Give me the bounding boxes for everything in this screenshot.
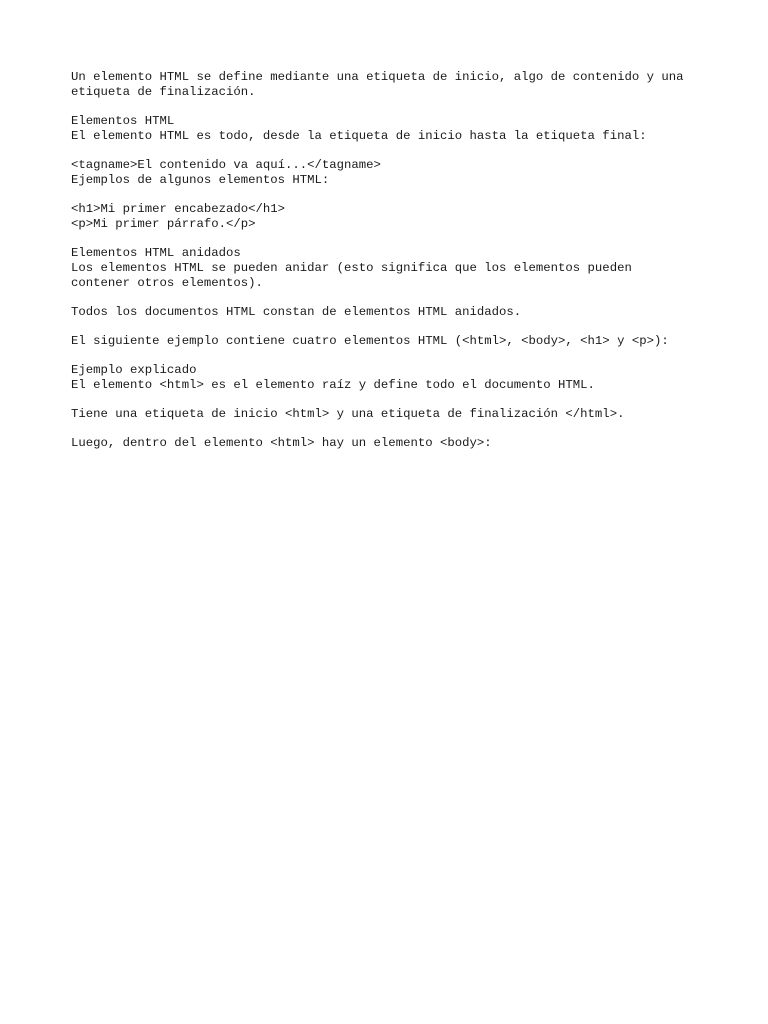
code-examples <box>71 202 711 232</box>
code-line: <p>Mi primer párrafo.</p> <box>71 217 256 231</box>
paragraph-intro <box>71 70 711 100</box>
text-line: etiqueta de finalización. <box>71 85 256 99</box>
code-line: <tagname>El contenido va aquí...</tagname> <box>71 158 381 172</box>
text-line: Ejemplos de algunos elementos HTML: <box>71 173 330 187</box>
section-anidados <box>71 246 711 291</box>
section-ejemplo-explicado <box>71 363 711 393</box>
paragraph-html-tags <box>71 407 711 422</box>
paragraph-example-intro <box>71 334 711 349</box>
text-line: Luego, dentro del elemento <html> hay un elemento <body>: <box>71 436 492 450</box>
section-heading: Ejemplo explicado <box>71 363 197 377</box>
text-line: El elemento HTML es todo, desde la etiqueta de inicio hasta la etiqueta final: <box>71 129 647 143</box>
section-heading: Elementos HTML anidados <box>71 246 241 260</box>
text-line: Tiene una etiqueta de inicio <html> y una etiqueta de finalización </html>. <box>71 407 625 421</box>
document-page <box>71 70 711 465</box>
syntax-example <box>71 158 711 188</box>
paragraph-nested <box>71 305 711 320</box>
text-line: El elemento <html> es el elemento raíz y define todo el documento HTML. <box>71 378 595 392</box>
text-line: contener otros elementos). <box>71 276 263 290</box>
text-line: Los elementos HTML se pueden anidar (esto significa que los elementos pueden <box>71 261 632 275</box>
text-line: El siguiente ejemplo contiene cuatro elementos HTML (<html>, <body>, <h1> y <p>): <box>71 334 669 348</box>
section-elementos-html <box>71 114 711 144</box>
text-line: Un elemento HTML se define mediante una etiqueta de inicio, algo de contenido y una <box>71 70 684 84</box>
text-line: Todos los documentos HTML constan de elementos HTML anidados. <box>71 305 522 319</box>
section-heading: Elementos HTML <box>71 114 175 128</box>
code-line: <h1>Mi primer encabezado</h1> <box>71 202 286 216</box>
paragraph-body-element <box>71 436 711 451</box>
